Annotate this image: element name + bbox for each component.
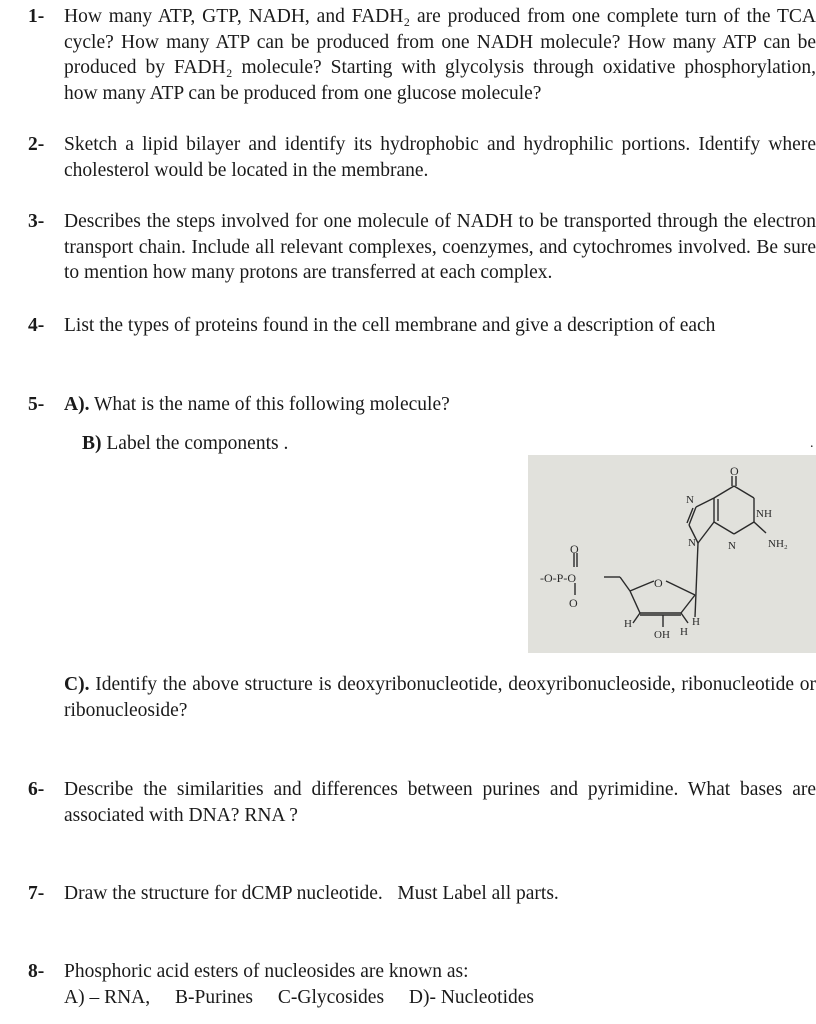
nh-label: NH: [756, 508, 772, 520]
part-c-text: Identify the above structure is deoxyribonucleotide, deoxyribonucleoside, ribonucleotide or ribonucleoside?: [64, 674, 816, 721]
ring-o-label: O: [654, 576, 663, 590]
phosphate-o-top: O: [570, 542, 579, 556]
question-text: Describes the steps involved for one molecule of NADH to be transported through the electron transport chain. Include all relevant complexes, coenzymes, and cytochromes involved. Be sure to mention how many protons are transferred at each complex.: [64, 211, 816, 283]
h-up-label: H: [692, 616, 700, 628]
question-number: 5-: [28, 394, 45, 415]
question-number: 7-: [28, 883, 45, 904]
phosphate-o-bottom: O: [569, 596, 578, 610]
option-d: D)- Nucleotides: [408, 987, 534, 1008]
question-number: 3-: [28, 211, 45, 232]
question-text: List the types of proteins found in the cell membrane and give a description of each: [64, 315, 716, 336]
part-a-label: A).: [64, 394, 90, 415]
phosphate-label: -O-P-O: [540, 571, 576, 585]
part-c: [64, 672, 816, 723]
question-number: 4-: [28, 315, 45, 336]
carbonyl-o-label: O: [730, 464, 739, 478]
part-b: [82, 431, 816, 457]
n9-label: N: [688, 537, 696, 549]
question-text: Draw the structure for dCMP nucleotide. Must Label all parts.: [64, 883, 559, 904]
h-right-label: H: [680, 626, 688, 638]
molecule-structure: [528, 455, 816, 653]
question-number: 8-: [28, 961, 45, 982]
question-text: Describe the similarities and differences between purines and pyrimidine. What bases are associated with DNA? RNA ?: [64, 779, 816, 826]
question-5a: [64, 392, 816, 418]
question-text: Sketch a lipid bilayer and identify its hydrophobic and hydrophilic portions. Identify where cholesterol would be located in the membrane.: [64, 134, 816, 181]
question-number: 6-: [28, 779, 45, 800]
oh-label: OH: [654, 629, 670, 641]
option-b: B-Purines: [175, 987, 253, 1008]
question-text: Phosphoric acid esters of nucleosides are known as:: [64, 961, 469, 982]
stray-mark: .: [810, 436, 814, 451]
question-number: 2-: [28, 134, 45, 155]
question-number: 1-: [28, 6, 45, 27]
part-a-text: What is the name of this following molecule?: [93, 394, 450, 415]
part-b-label: B): [82, 433, 102, 454]
n7-label: N: [686, 494, 694, 506]
molecule-figure: [528, 455, 816, 653]
h-left-label: H: [624, 618, 632, 630]
nh2-label: NH₂: [768, 538, 788, 550]
part-b-text: Label the components .: [106, 433, 289, 454]
question-text: How many ATP, GTP, NADH, and FADH₂ are produced from one complete turn of the TCA cycle? How many ATP can be produced from one NADH molecule? How many ATP can be produced by FADH₂ molecule? Starting with glycolysis through oxidative phosphorylation, how many ATP can be produced from one glucose molecule?: [64, 6, 816, 104]
answer-options: [64, 985, 816, 1011]
n3-label: N: [728, 540, 736, 552]
option-a: A) – RNA,: [64, 987, 151, 1008]
option-c: C-Glycosides: [277, 987, 385, 1008]
part-c-label: C).: [64, 674, 90, 695]
